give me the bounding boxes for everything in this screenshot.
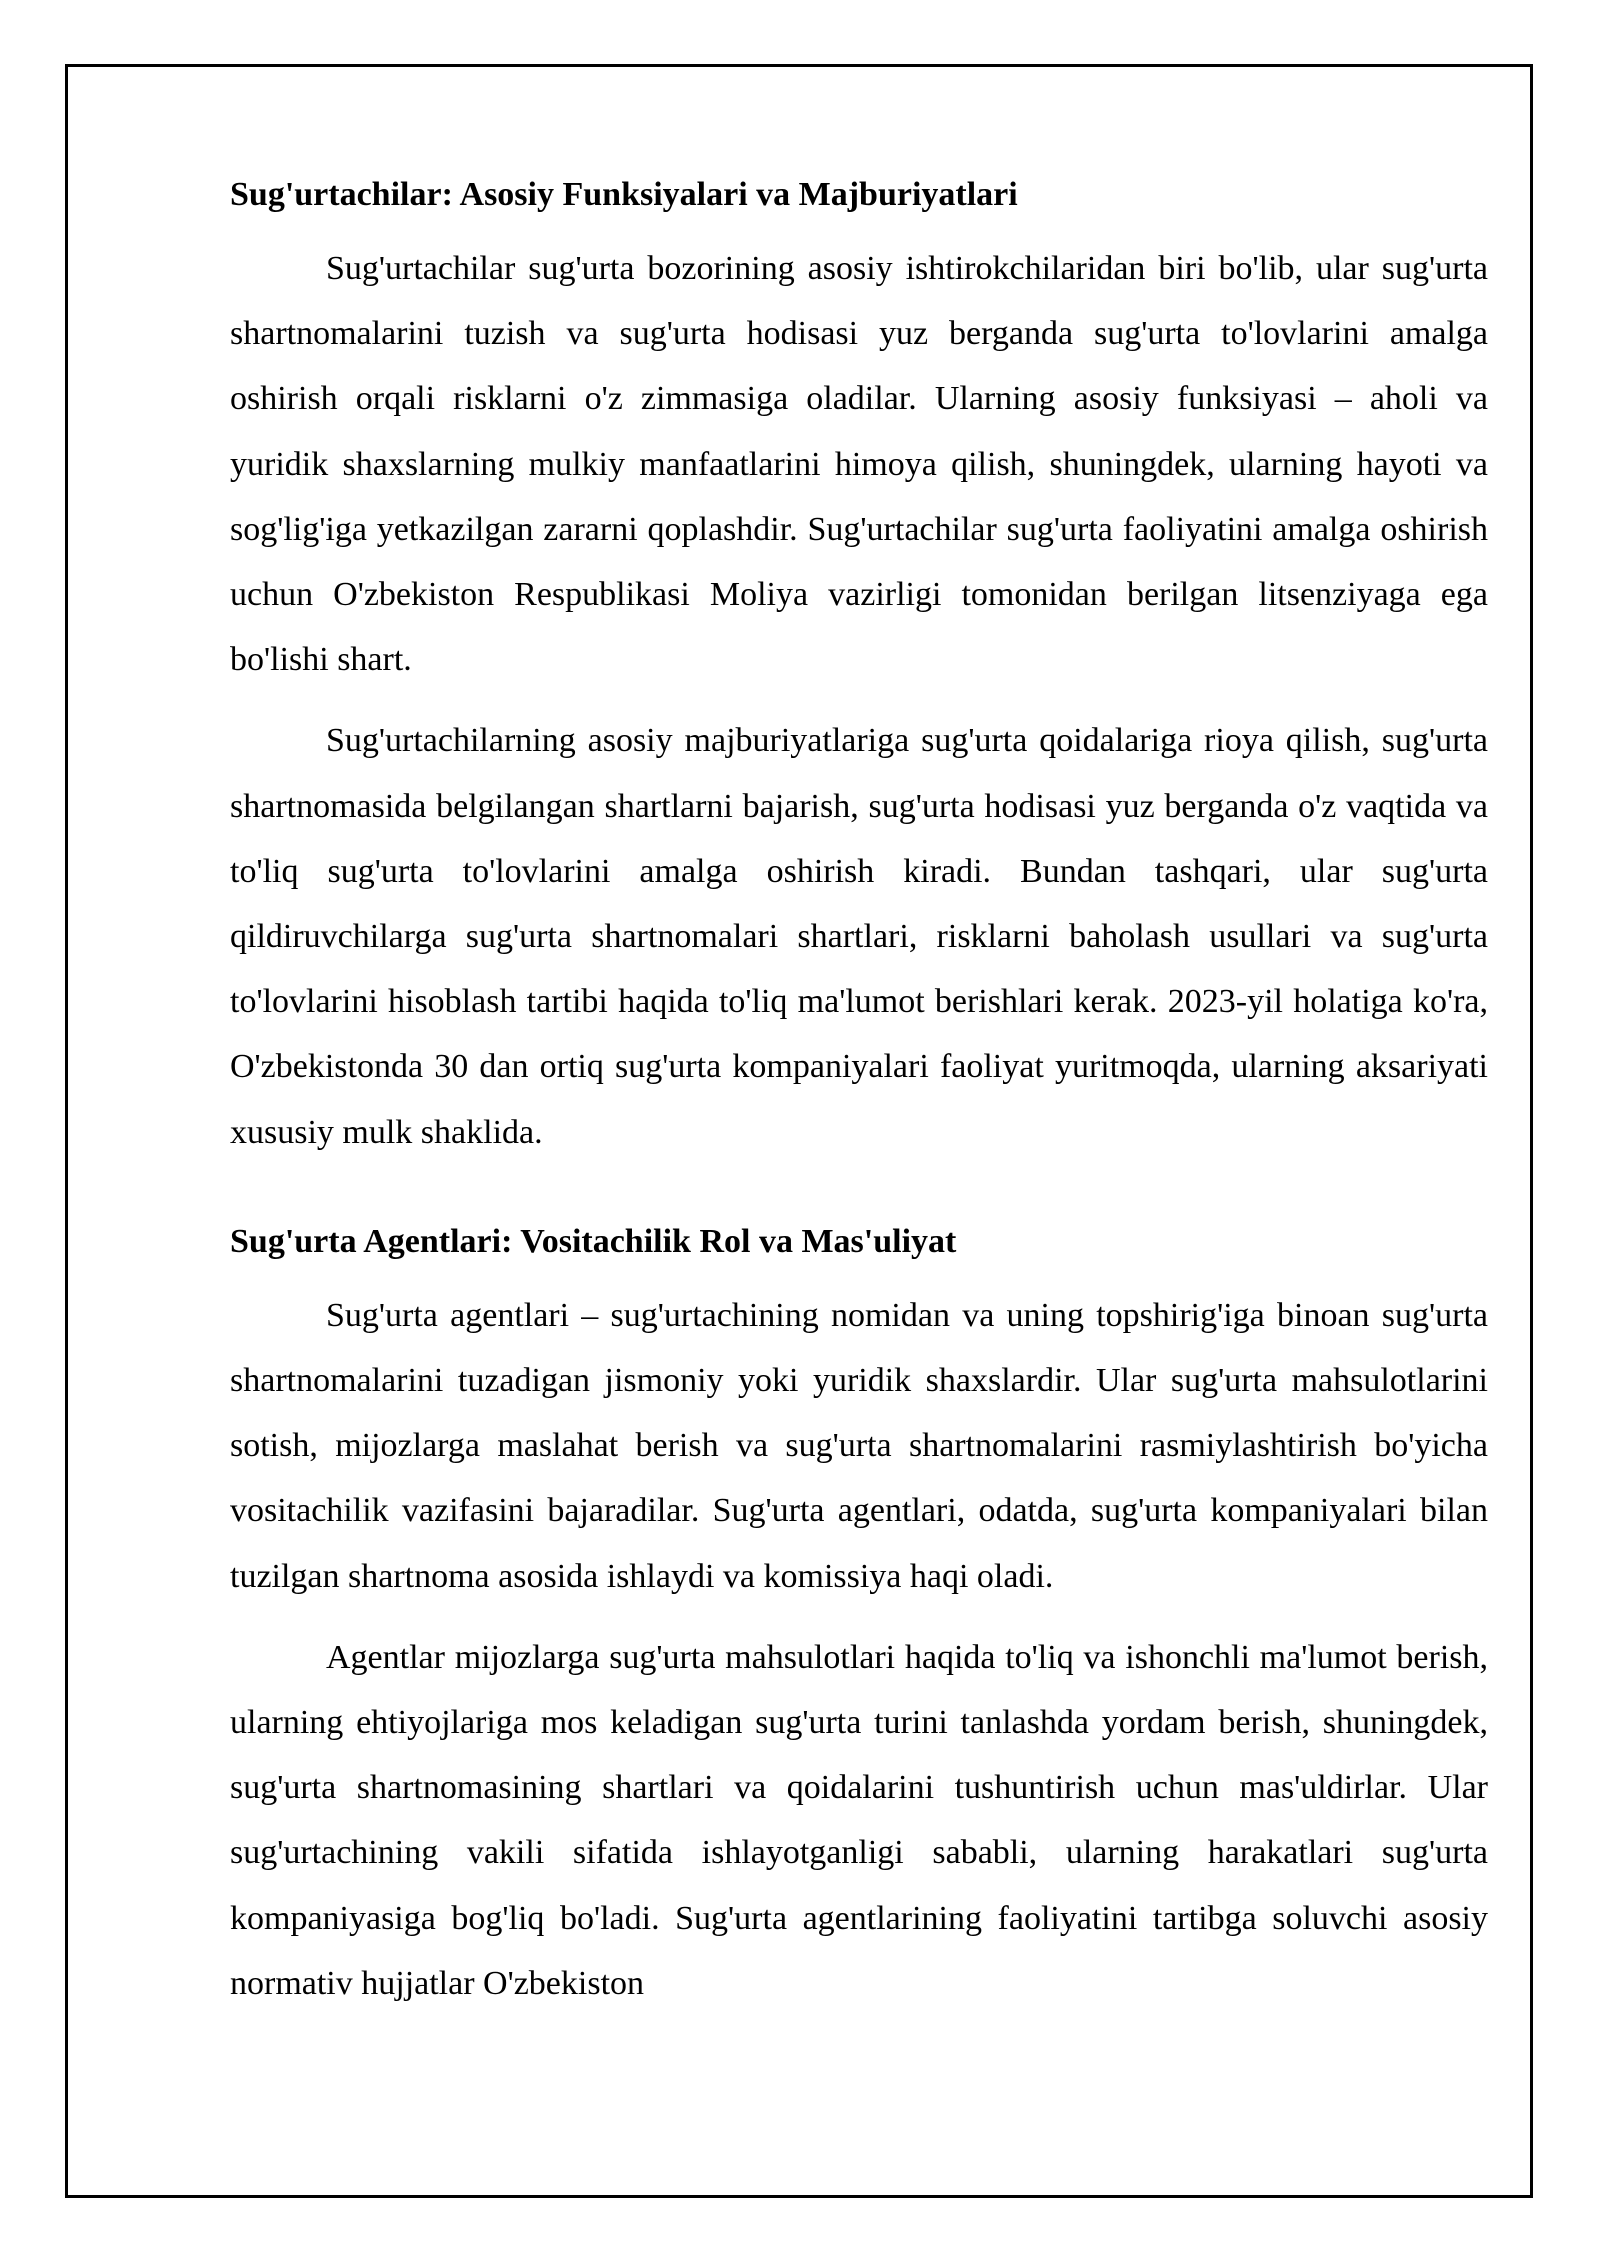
document-body	[230, 160, 1488, 2032]
paragraph-agents-role: Sug'urta agentlari – sug'urtachining nomidan va uning topshirig'iga binoan sug'urta shartnomalarini tuzadigan jismoniy yoki yuridik shaxslardir. Ular sug'urta mahsulotlarini sotish, mijozlarga maslahat berish va sug'urta shartnomalarini rasmiylashtirish bo'yicha vositachilik vazifasini bajaradilar. Sug'urta agentlari, odatda, sug'urta kompaniyalari bilan tuzilgan shartnoma asosida ishlaydi va komissiya haqi oladi.	[230, 1296, 1488, 1595]
paragraph-insurers-functions: Sug'urtachilar sug'urta bozorining asosiy ishtirokchilaridan biri bo'lib, ular sug'urta shartnomalarini tuzish va sug'urta hodisasi yuz berganda sug'urta to'lovlarini amalga oshirish orqali risklarni o'z zimmasiga oladilar. Ularning asosiy funksiyasi – aholi va yuridik shaxslarning mulkiy manfaatlarini himoya qilish, shuningdek, ularning hayoti va sog'lig'iga yetkazilgan zararni qoplashdir. Sug'urtachilar sug'urta faoliyatini amalga oshirish uchun O'zbekiston Respublikasi Moliya vazirligi tomonidan berilgan litsenziyaga ega bo'lishi shart.	[230, 250, 1488, 679]
section-heading-insurers: Sug'urtachilar: Asosiy Funksiyalari va Majburiyatlari	[230, 176, 1018, 213]
paragraph-insurers-obligations: Sug'urtachilarning asosiy majburiyatlariga sug'urta qoidalariga rioya qilish, sug'urta shartnomasida belgilangan shartlarni bajarish, sug'urta hodisasi yuz berganda o'z vaqtida va to'liq sug'urta to'lovlarini amalga oshirish kiradi. Bundan tashqari, ular sug'urta qildiruvchilarga sug'urta shartnomalari shartlari, risklarni baholash usullari va sug'urta to'lovlarini hisoblash tartibi haqida to'liq ma'lumot berishlari kerak. 2023-yil holatiga ko'ra, O'zbekistonda 30 dan ortiq sug'urta kompaniyalari faoliyat yuritmoqda, ularning aksariyati xususiy mulk shaklida.	[230, 722, 1488, 1151]
paragraph-agents-responsibility: Agentlar mijozlarga sug'urta mahsulotlari haqida to'liq va ishonchli ma'lumot berish, ularning ehtiyojlariga mos keladigan sug'urta turini tanlashda yordam berish, shuningdek, sug'urta shartnomasining shartlari va qoidalarini tushuntirish uchun mas'uldirlar. Ular sug'urtachining vakili sifatida ishlayotganligi sababli, ularning harakatlari sug'urta kompaniyasiga bog'liq bo'ladi. Sug'urta agentlarining faoliyatini tartibga soluvchi asosiy normativ hujjatlar O'zbekiston	[230, 1638, 1488, 2002]
section-heading-agents: Sug'urta Agentlari: Vositachilik Rol va Mas'uliyat	[230, 1222, 957, 1260]
